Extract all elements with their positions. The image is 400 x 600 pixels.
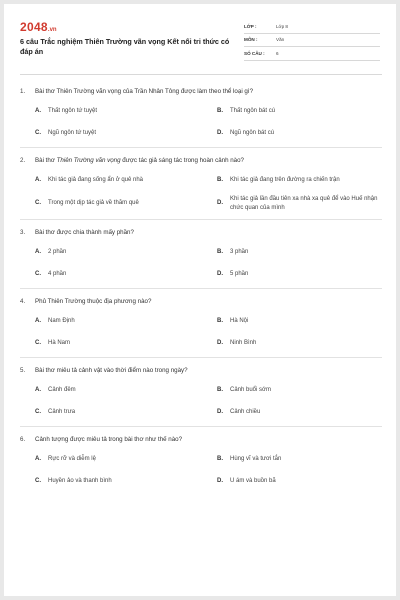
option-text: Trong một dịp tác giả về thăm quê <box>48 200 139 207</box>
question-divider <box>20 426 382 427</box>
option-text: Cảnh buổi sớm <box>230 386 271 393</box>
question-3 <box>20 223 382 289</box>
option-letter: C. <box>35 408 41 415</box>
option-text: Khi tác giả đang sống ẩn ở quê nhà <box>48 176 144 183</box>
option-d[interactable] <box>217 263 391 285</box>
option-text: Huyền ảo và thanh bình <box>48 477 112 484</box>
question-prompt: Bài thơ Thiên Trường vãn vọng của Trần Nhân Tông được làm theo thể loại gì? <box>35 87 254 95</box>
question-2 <box>20 151 382 220</box>
option-c[interactable] <box>35 470 209 492</box>
option-letter: B. <box>217 386 223 393</box>
answer-options <box>20 310 382 354</box>
question-prompt: Bài thơ được chia thành mấy phần? <box>35 228 134 236</box>
meta-row-count <box>244 47 380 61</box>
meta-row-grade <box>244 20 380 34</box>
option-text: 3 phần <box>230 248 249 255</box>
option-d[interactable] <box>217 191 391 216</box>
option-letter: C. <box>35 477 41 484</box>
option-d[interactable] <box>217 401 391 423</box>
option-text: Hùng vĩ và tươi tắn <box>230 455 282 462</box>
option-text: Ngũ ngôn tứ tuyệt <box>48 129 97 136</box>
prompt-part: Bài thơ <box>35 156 57 164</box>
option-text: 4 phần <box>48 270 67 277</box>
question-divider <box>20 357 382 358</box>
option-c[interactable] <box>35 191 209 216</box>
question-divider <box>20 288 382 289</box>
option-text: Khi tác giả lần đầu tiên xa nhà xa quê để vào Huế nhận chức quan của mình <box>230 195 378 211</box>
document-title: 6 câu Trắc nghiệm Thiên Trường vãn vọng Kết nối tri thức có đáp án <box>20 37 230 56</box>
question-text <box>20 292 382 310</box>
option-d[interactable] <box>217 122 391 144</box>
option-text: Thất ngôn tứ tuyệt <box>48 107 98 114</box>
option-letter: A. <box>35 248 41 255</box>
option-b[interactable] <box>217 379 391 401</box>
option-text: Khi tác giả đang trên đường ra chiến trận <box>230 176 340 183</box>
option-c[interactable] <box>35 122 209 144</box>
option-letter: B. <box>217 107 223 114</box>
option-text: Cảnh trưa <box>48 408 76 415</box>
option-text: Nam Định <box>48 317 75 324</box>
option-text: Ninh Bình <box>230 339 257 346</box>
logo-domain: .vn <box>47 27 57 33</box>
meta-row-subject <box>244 34 380 48</box>
option-letter: A. <box>35 107 41 114</box>
question-prompt: Cảnh tượng được miêu tả trong bài thơ như thế nào? <box>35 435 183 443</box>
question-number: 3. <box>20 228 26 236</box>
option-letter: D. <box>217 408 223 415</box>
option-letter: D. <box>217 200 223 207</box>
meta-value: Văn <box>276 37 285 43</box>
question-number: 5. <box>20 366 26 374</box>
option-letter: C. <box>35 129 41 136</box>
option-c[interactable] <box>35 332 209 354</box>
poem-title: Thiên Trường vãn vọng <box>56 156 121 164</box>
option-b[interactable] <box>217 100 391 122</box>
option-a[interactable] <box>35 100 209 122</box>
option-text: Hà Nội <box>230 317 249 324</box>
option-letter: A. <box>35 386 41 393</box>
answer-options <box>20 100 382 144</box>
meta-value: Lớp 8 <box>276 23 288 29</box>
meta-label: LỚP : <box>244 23 257 29</box>
option-letter: C. <box>35 270 41 277</box>
meta-value: 6 <box>276 50 279 56</box>
option-c[interactable] <box>35 401 209 423</box>
question-divider <box>20 219 382 220</box>
meta-label: SỐ CÂU : <box>244 50 265 56</box>
question-5 <box>20 361 382 427</box>
option-a[interactable] <box>35 448 209 470</box>
answer-options <box>20 379 382 423</box>
answer-options <box>20 169 382 216</box>
option-text: Cảnh chiều <box>230 408 261 415</box>
option-text: 5 phần <box>230 270 249 277</box>
question-number: 6. <box>20 435 26 443</box>
option-a[interactable] <box>35 310 209 332</box>
question-prompt <box>35 157 244 164</box>
question-prompt: Phủ Thiên Trường thuộc địa phương nào? <box>35 297 152 305</box>
option-letter: C. <box>35 339 41 346</box>
option-letter: D. <box>217 339 223 346</box>
option-b[interactable] <box>217 169 391 191</box>
option-letter: B. <box>217 317 223 324</box>
option-letter: D. <box>217 270 223 277</box>
question-1 <box>20 82 382 148</box>
option-letter: D. <box>217 477 223 484</box>
question-text <box>20 430 382 448</box>
question-6 <box>20 430 382 492</box>
option-d[interactable] <box>217 332 391 354</box>
question-4 <box>20 292 382 358</box>
document-meta <box>244 20 380 61</box>
option-letter: C. <box>35 200 41 207</box>
question-list <box>20 82 382 492</box>
logo-number: 2048 <box>20 20 48 34</box>
document-page <box>4 4 396 596</box>
option-letter: A. <box>35 455 41 462</box>
option-letter: D. <box>217 129 223 136</box>
option-c[interactable] <box>35 263 209 285</box>
option-text: Hà Nam <box>48 339 71 346</box>
question-number: 2. <box>20 156 26 164</box>
option-a[interactable] <box>35 169 209 191</box>
option-text: Thất ngôn bát cú <box>230 107 276 114</box>
question-text <box>20 151 382 169</box>
option-text: U ám và buồn bã <box>230 477 276 484</box>
meta-label: MÔN : <box>244 37 258 43</box>
question-text <box>20 82 382 100</box>
option-text: 2 phần <box>48 248 67 255</box>
question-number: 4. <box>20 297 26 305</box>
option-b[interactable] <box>217 241 391 263</box>
prompt-part: được tác giả sáng tác trong hoàn cảnh nào? <box>120 156 245 164</box>
option-letter: B. <box>217 176 223 183</box>
site-logo[interactable] <box>20 20 57 34</box>
question-prompt: Bài thơ miêu tả cảnh vật vào thời điểm nào trong ngày? <box>35 366 188 374</box>
question-text <box>20 223 382 241</box>
option-letter: A. <box>35 176 41 183</box>
option-text: Rực rỡ và diễm lệ <box>48 455 96 462</box>
option-a[interactable] <box>35 379 209 401</box>
header-divider <box>20 74 382 75</box>
question-text <box>20 361 382 379</box>
option-b[interactable] <box>217 448 391 470</box>
option-letter: B. <box>217 248 223 255</box>
answer-options <box>20 448 382 492</box>
option-text: Ngũ ngôn bát cú <box>230 129 275 136</box>
question-number: 1. <box>20 87 26 95</box>
document-header <box>20 18 382 66</box>
option-letter: A. <box>35 317 41 324</box>
question-divider <box>20 147 382 148</box>
option-a[interactable] <box>35 241 209 263</box>
option-letter: B. <box>217 455 223 462</box>
option-d[interactable] <box>217 470 391 492</box>
option-text: Cảnh đêm <box>48 386 76 393</box>
answer-options <box>20 241 382 285</box>
option-b[interactable] <box>217 310 391 332</box>
